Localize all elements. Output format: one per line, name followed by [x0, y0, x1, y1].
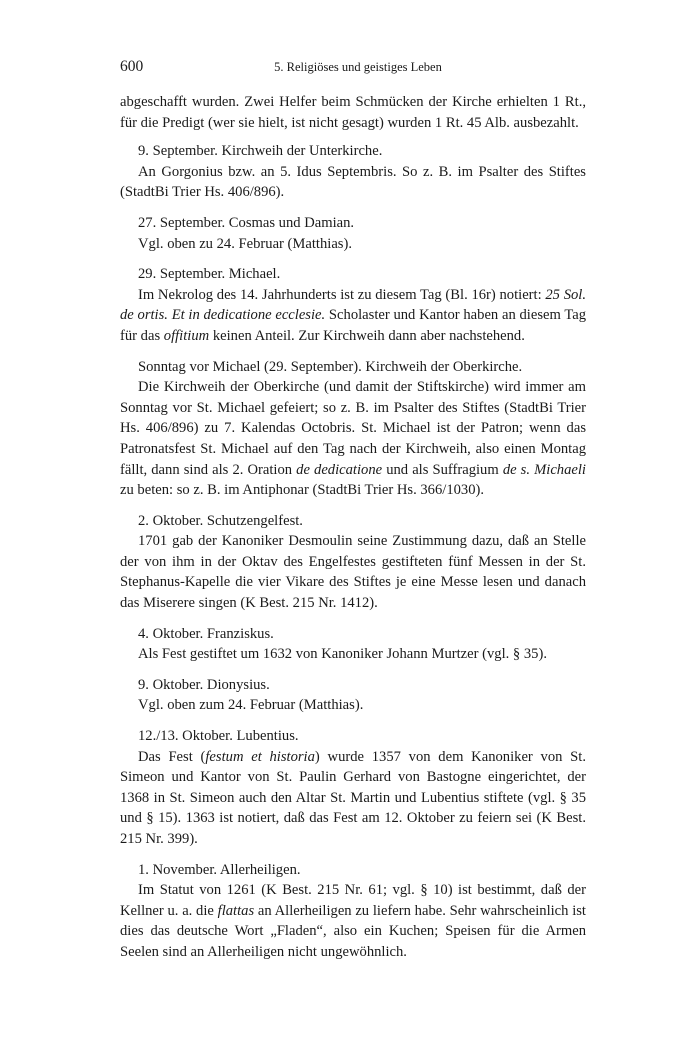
page-body: [120, 92, 586, 963]
entry-heading-oct-4: 4. Oktober. Franziskus.: [138, 625, 274, 642]
text-run: ) wurde 1357 von dem Kanoniker von St. Simeon und Kantor von St. Paulin Gerhard von Bastogne eingerichtet, der 1368 in St. Simeon auch den Altar St. Martin und Lubentius stiftete (vgl. § 35 und § 15). 1363 ist notiert, daß das Fest am 12. Oktober zu feiern sei (K Best. 215 Nr. 399).: [120, 748, 586, 847]
text-run: keinen Anteil. Zur Kirchweih dann aber nachstehend.: [209, 327, 525, 344]
entry-text-oct-9: Vgl. oben zum 24. Februar (Matthias).: [138, 697, 364, 714]
running-title: 5. Religiöses und geistiges Leben: [274, 60, 442, 74]
entry-heading-sep-27: 27. September. Cosmas und Damian.: [138, 214, 355, 231]
entry-text-oct-2: 1701 gab der Kanoniker Desmoulin seine Zustimmung dazu, daß an Stelle der von ihm in der Oktav des Engelfestes gestifteten fünf Messen in der St. Stephanus-Kapelle die vier Vikare des Stiftes je eine Messe lesen und danach das Miserere singen (K Best. 215 Nr. 1412).: [120, 533, 586, 612]
entry-text-sep-9: An Gorgonius bzw. an 5. Idus Septembris. So z. B. im Psalter des Stiftes (StadtBi Trier Hs. 406/896).: [120, 163, 586, 201]
entry-text-nov-1: [120, 880, 586, 962]
entry-text-oct-4: Als Fest gestiftet um 1632 von Kanoniker Johann Murtzer (vgl. § 35).: [138, 646, 547, 663]
page-number: 600: [120, 58, 144, 75]
entry-text-oct-12: [120, 747, 586, 850]
latin-quote: 25 Sol. de ortis. Et in dedicatione ecclesie.: [120, 286, 586, 324]
continued-paragraph: abgeschafft wurden. Zwei Helfer beim Schmücken der Kirche erhielten 1 Rt., für die Predigt (wer sie hielt, ist nicht gesagt) wurden 1 Rt. 45 Alb. ausbezahlt.: [120, 94, 586, 131]
entry-heading-oct-2: 2. Oktober. Schutzengelfest.: [138, 512, 303, 529]
entry-heading-oct-12: 12./13. Oktober. Lubentius.: [138, 728, 299, 745]
text-run: Im Nekrolog des 14. Jahrhunderts ist zu diesem Tag (Bl. 16r) notiert:: [138, 286, 546, 303]
entry-text-sunday-before-michael: [120, 377, 586, 501]
entry-text-sep-29: [120, 285, 586, 347]
text-run: zu beten: so z. B. im Antiphonar (StadtBi Trier Hs. 366/1030).: [120, 482, 485, 499]
latin-term: festum et historia: [205, 748, 315, 765]
text-run: Das Fest (: [138, 748, 206, 765]
entry-text-sep-27: Vgl. oben zu 24. Februar (Matthias).: [138, 235, 352, 252]
text-run: Scholaster und Kantor haben an diesem Tag für das: [120, 307, 586, 344]
latin-term: offitium: [163, 327, 210, 344]
text-run: an Allerheiligen zu liefern habe. Sehr wahrscheinlich ist dies das deutsche Wort „Fladen“, also ein Kuchen; Speisen für die Armen Seelen sind an Allerheiligen nicht ungewöhnlich.: [120, 902, 586, 960]
entry-heading-sunday-before-michael: Sonntag vor Michael (29. September). Kirchweih der Oberkirche.: [138, 358, 523, 375]
entry-heading-oct-9: 9. Oktober. Dionysius.: [138, 676, 270, 693]
text-run: Im Statut von 1261 (K Best. 215 Nr. 61; vgl. § 10) ist bestimmt, daß der Kellner u. a. die: [120, 882, 586, 919]
text-run: Die Kirchweih der Oberkirche (und damit der Stiftskirche) wird immer am Sonntag vor St. Michael gefeiert; so z. B. im Psalter des Stiftes (StadtBi Trier Hs. 406/896) zu 7. Kalendas Octobris. St. Michael ist der Patron; wenn das Patronatsfest St. Michael auf den Tag nach der Kirchweih, also einen Montag fällt, dann sind als 2. Oration: [120, 379, 586, 478]
entry-heading-sep-9: 9. September. Kirchweih der Unterkirche.: [138, 143, 383, 160]
text-run: und als Suffragium: [382, 461, 503, 478]
entry-heading-nov-1: 1. November. Allerheiligen.: [138, 861, 301, 878]
page-header: [120, 58, 596, 78]
latin-term: de dedicatione: [296, 461, 383, 478]
latin-term: flattas: [217, 902, 255, 919]
latin-term: de s. Michaeli: [502, 461, 586, 478]
entry-heading-sep-29: 29. September. Michael.: [138, 266, 281, 283]
